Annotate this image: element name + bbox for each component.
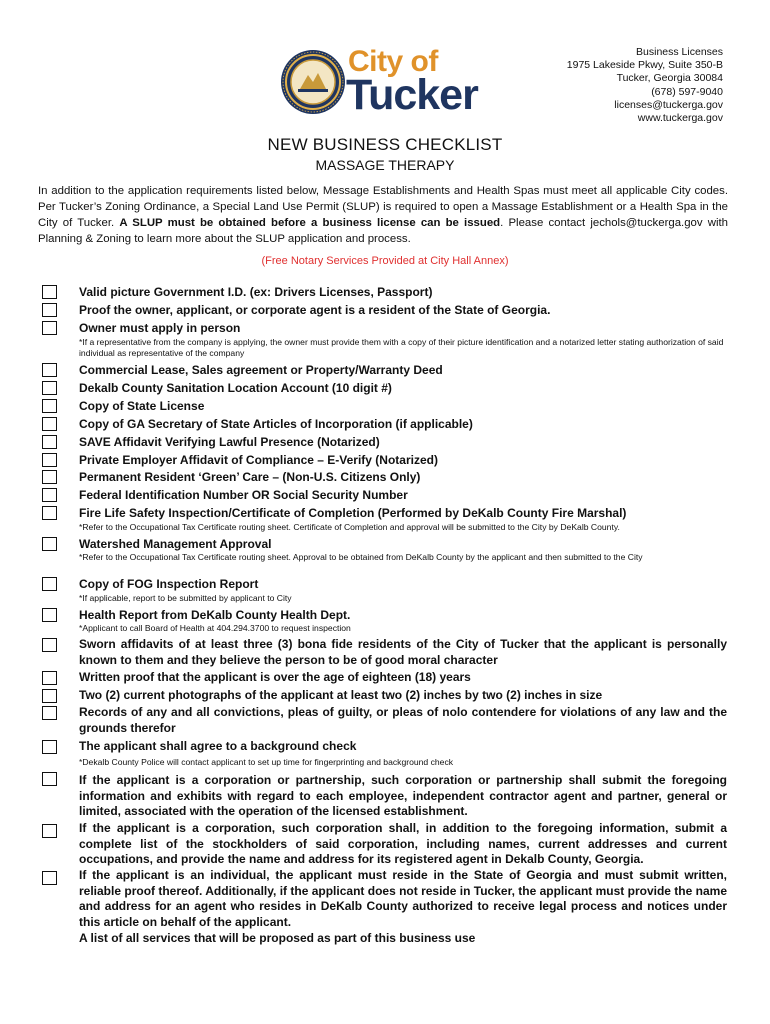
page-subtitle: MASSAGE THERAPY [315, 157, 455, 173]
checkbox-health-report[interactable] [42, 608, 57, 622]
checkbox-age-proof[interactable] [42, 671, 57, 685]
checkbox-save-affidavit[interactable] [42, 435, 57, 449]
logo-text-city: City of [348, 45, 438, 78]
checkbox-fire-safety[interactable] [42, 506, 57, 520]
item-corporation-partnership: If the applicant is a corporation or partnership, such corporation or partnership shall submit the foregoing information and exhibits with regard to each employee, independent contractor agent and partner, general or limited, associated with the operation of the licensed establishment. [79, 773, 727, 818]
checkbox-watershed[interactable] [42, 537, 57, 551]
item-convictions: Records of any and all convictions, pleas of guilty, or pleas of nolo contendere for violations of any law and the grounds therefor [79, 705, 727, 735]
intro-text-2: . Please contact jechols@tuckerga.gov with Planning & Zoning to learn more about the SLUP application and process. [38, 217, 728, 245]
item-services-list: A list of all services that will be proposed as part of this business use [79, 931, 476, 945]
checkbox-photographs[interactable] [42, 689, 57, 703]
checkbox-fein-ssn[interactable] [42, 488, 57, 502]
note-fog: *If applicable, report to be submitted by applicant to City [79, 593, 292, 603]
checkbox-green-card[interactable] [42, 470, 57, 484]
contact-website[interactable]: www.tuckerga.gov [637, 112, 723, 125]
item-fog: Copy of FOG Inspection Report [79, 577, 259, 591]
checkbox-individual-residence[interactable] [42, 871, 57, 885]
note-fire-routing: *Refer to the Occupational Tax Certificate routing sheet. Certificate of Completion and approval will be submitted to the City by DeKalb County. [79, 522, 620, 532]
note-health: *Applicant to call Board of Health at 404.294.3700 to request inspection [79, 623, 351, 633]
checkbox-sanitation[interactable] [42, 381, 57, 395]
city-seal-icon [280, 49, 346, 115]
contact-department: Business Licenses [636, 46, 723, 58]
checkbox-fog[interactable] [42, 577, 57, 591]
item-residency: Proof the owner, applicant, or corporate agent is a resident of the State of Georgia. [79, 303, 551, 317]
contact-email[interactable]: licenses@tuckerga.gov [614, 98, 723, 111]
item-incorporation: Copy of GA Secretary of State Articles of Incorporation (if applicable) [79, 417, 473, 431]
item-lease: Commercial Lease, Sales agreement or Property/Warranty Deed [79, 363, 443, 377]
checkbox-id[interactable] [42, 285, 57, 299]
checkbox-state-license[interactable] [42, 399, 57, 413]
item-green-card: Permanent Resident ‘Green’ Care – (Non-U.S. Citizens Only) [79, 470, 421, 484]
item-watershed: Watershed Management Approval [79, 537, 272, 551]
item-age-proof: Written proof that the applicant is over the age of eighteen (18) years [79, 670, 471, 684]
note-watershed-routing: *Refer to the Occupational Tax Certificate routing sheet. Approval to be obtained from DeKalb County by the applicant and then submitted to the City [79, 552, 643, 562]
logo-text-tucker: Tucker [346, 71, 478, 119]
item-fire-safety: Fire Life Safety Inspection/Certificate of Completion (Performed by DeKalb County Fire Marshal) [79, 506, 627, 520]
checkbox-lease[interactable] [42, 363, 57, 377]
item-sanitation: Dekalb County Sanitation Location Account (10 digit #) [79, 381, 392, 395]
checkbox-convictions[interactable] [42, 706, 57, 720]
intro-text-1: In addition to the application requirements listed below, Message Establishments and Health Spas must meet all applicable City codes. Per Tucker’s Zoning Ordinance, a Special Land Use Permit (SLUP) is required to open a Massage Establishment or a Health Spa in the City of Tucker. [38, 185, 728, 229]
item-affidavits: Sworn affidavits of at least three (3) bona fide residents of the City of Tucker that the applicant is personally known to them and they believe the person to be of good moral character [79, 637, 727, 667]
item-background: The applicant shall agree to a background check [79, 739, 357, 753]
checkbox-stockholders[interactable] [42, 824, 57, 838]
item-health-report: Health Report from DeKalb County Health Dept. [79, 608, 351, 622]
note-representative: *If a representative from the company is applying, the owner must provide them with a copy of their picture identification and a notarized letter stating authorization of said individual as representative of the company [79, 337, 724, 358]
intro-paragraph [38, 183, 728, 247]
item-owner-apply: Owner must apply in person [79, 321, 241, 335]
checkbox-residency[interactable] [42, 303, 57, 317]
checkbox-owner-apply[interactable] [42, 321, 57, 335]
contact-info [567, 46, 723, 125]
contact-address: 1975 Lakeside Pkwy, Suite 350-B [566, 59, 723, 72]
checkbox-everify[interactable] [42, 453, 57, 467]
item-photographs: Two (2) current photographs of the applicant at least two (2) inches by two (2) inches in size [79, 688, 603, 702]
intro-bold: A SLUP must be obtained before a business license can be issued [119, 217, 501, 229]
item-save-affidavit: SAVE Affidavit Verifying Lawful Presence (Notarized) [79, 435, 380, 449]
item-stockholders: If the applicant is a corporation, such corporation shall, in addition to the foregoing information, submit a complete list of the stockholders of said corporation, including names, current addresses and current occupations, and provide the name and address for its registered agent in Dekalb County, Georgia. [79, 821, 727, 866]
contact-city: Tucker, Georgia 30084 [616, 72, 723, 85]
notary-notice: (Free Notary Services Provided at City Hall Annex) [261, 255, 509, 267]
checkbox-corporation-partnership[interactable] [42, 772, 57, 786]
city-logo [280, 47, 490, 119]
item-individual-residence: If the applicant is an individual, the applicant must reside in the State of Georgia and must submit written, reliable proof thereof. Additionally, if the applicant does not reside in Tucker, the applicant must provide the name and address for an agent who resides in DeKalb County authorized to receive legal process and notices under this article on behalf of the applicant. [79, 868, 727, 929]
note-police: *Dekalb County Police will contact applicant to set up time for fingerprinting and background check [79, 757, 454, 767]
contact-phone: (678) 597-9040 [651, 85, 723, 98]
page-title: NEW BUSINESS CHECKLIST [267, 135, 503, 154]
checkbox-affidavits[interactable] [42, 638, 57, 652]
item-fein-ssn: Federal Identification Number OR Social Security Number [79, 488, 408, 502]
item-everify: Private Employer Affidavit of Compliance – E-Verify (Notarized) [79, 453, 438, 467]
item-id: Valid picture Government I.D. (ex: Drivers Licenses, Passport) [79, 285, 433, 299]
checkbox-incorporation[interactable] [42, 417, 57, 431]
checkbox-background[interactable] [42, 740, 57, 754]
item-state-license: Copy of State License [79, 399, 205, 413]
